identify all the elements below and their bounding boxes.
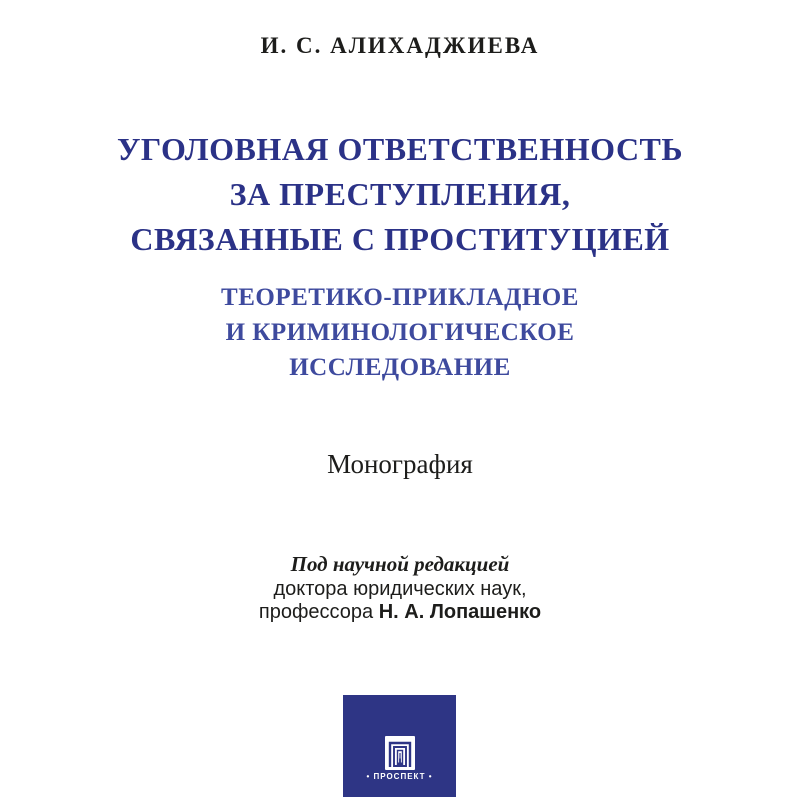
editor-heading: Под научной редакцией (290, 552, 510, 576)
publication-type-label: Монография (327, 449, 473, 479)
book-subtitle-line-3: ИССЛЕДОВАНИЕ (289, 354, 511, 381)
publisher-name: • ПРОСПЕКТ • (366, 772, 433, 781)
prospekt-gate-icon (385, 736, 415, 770)
book-subtitle-line-1: ТЕОРЕТИКО-ПРИКЛАДНОЕ (221, 284, 579, 311)
book-subtitle (0, 280, 800, 385)
editor-block (0, 551, 800, 624)
book-title (0, 127, 800, 262)
book-title-line-2: ЗА ПРЕСТУПЛЕНИЯ, (229, 176, 571, 212)
editor-name-line (0, 601, 800, 624)
editor-name: Н. А. Лопашенко (378, 601, 542, 623)
book-title-line-3: СВЯЗАННЫЕ С ПРОСТИТУЦИЕЙ (130, 221, 670, 257)
book-title-line-1: УГОЛОВНАЯ ОТВЕТСТВЕННОСТЬ (116, 131, 684, 167)
prospekt-logo (343, 695, 456, 797)
author-name: И. С. АЛИХАДЖИЕВА (260, 33, 540, 58)
book-subtitle-line-2: И КРИМИНОЛОГИЧЕСКОЕ (225, 319, 575, 346)
editor-title-prefix: профессора (258, 601, 379, 623)
editor-degree: доктора юридических наук, (273, 578, 527, 600)
